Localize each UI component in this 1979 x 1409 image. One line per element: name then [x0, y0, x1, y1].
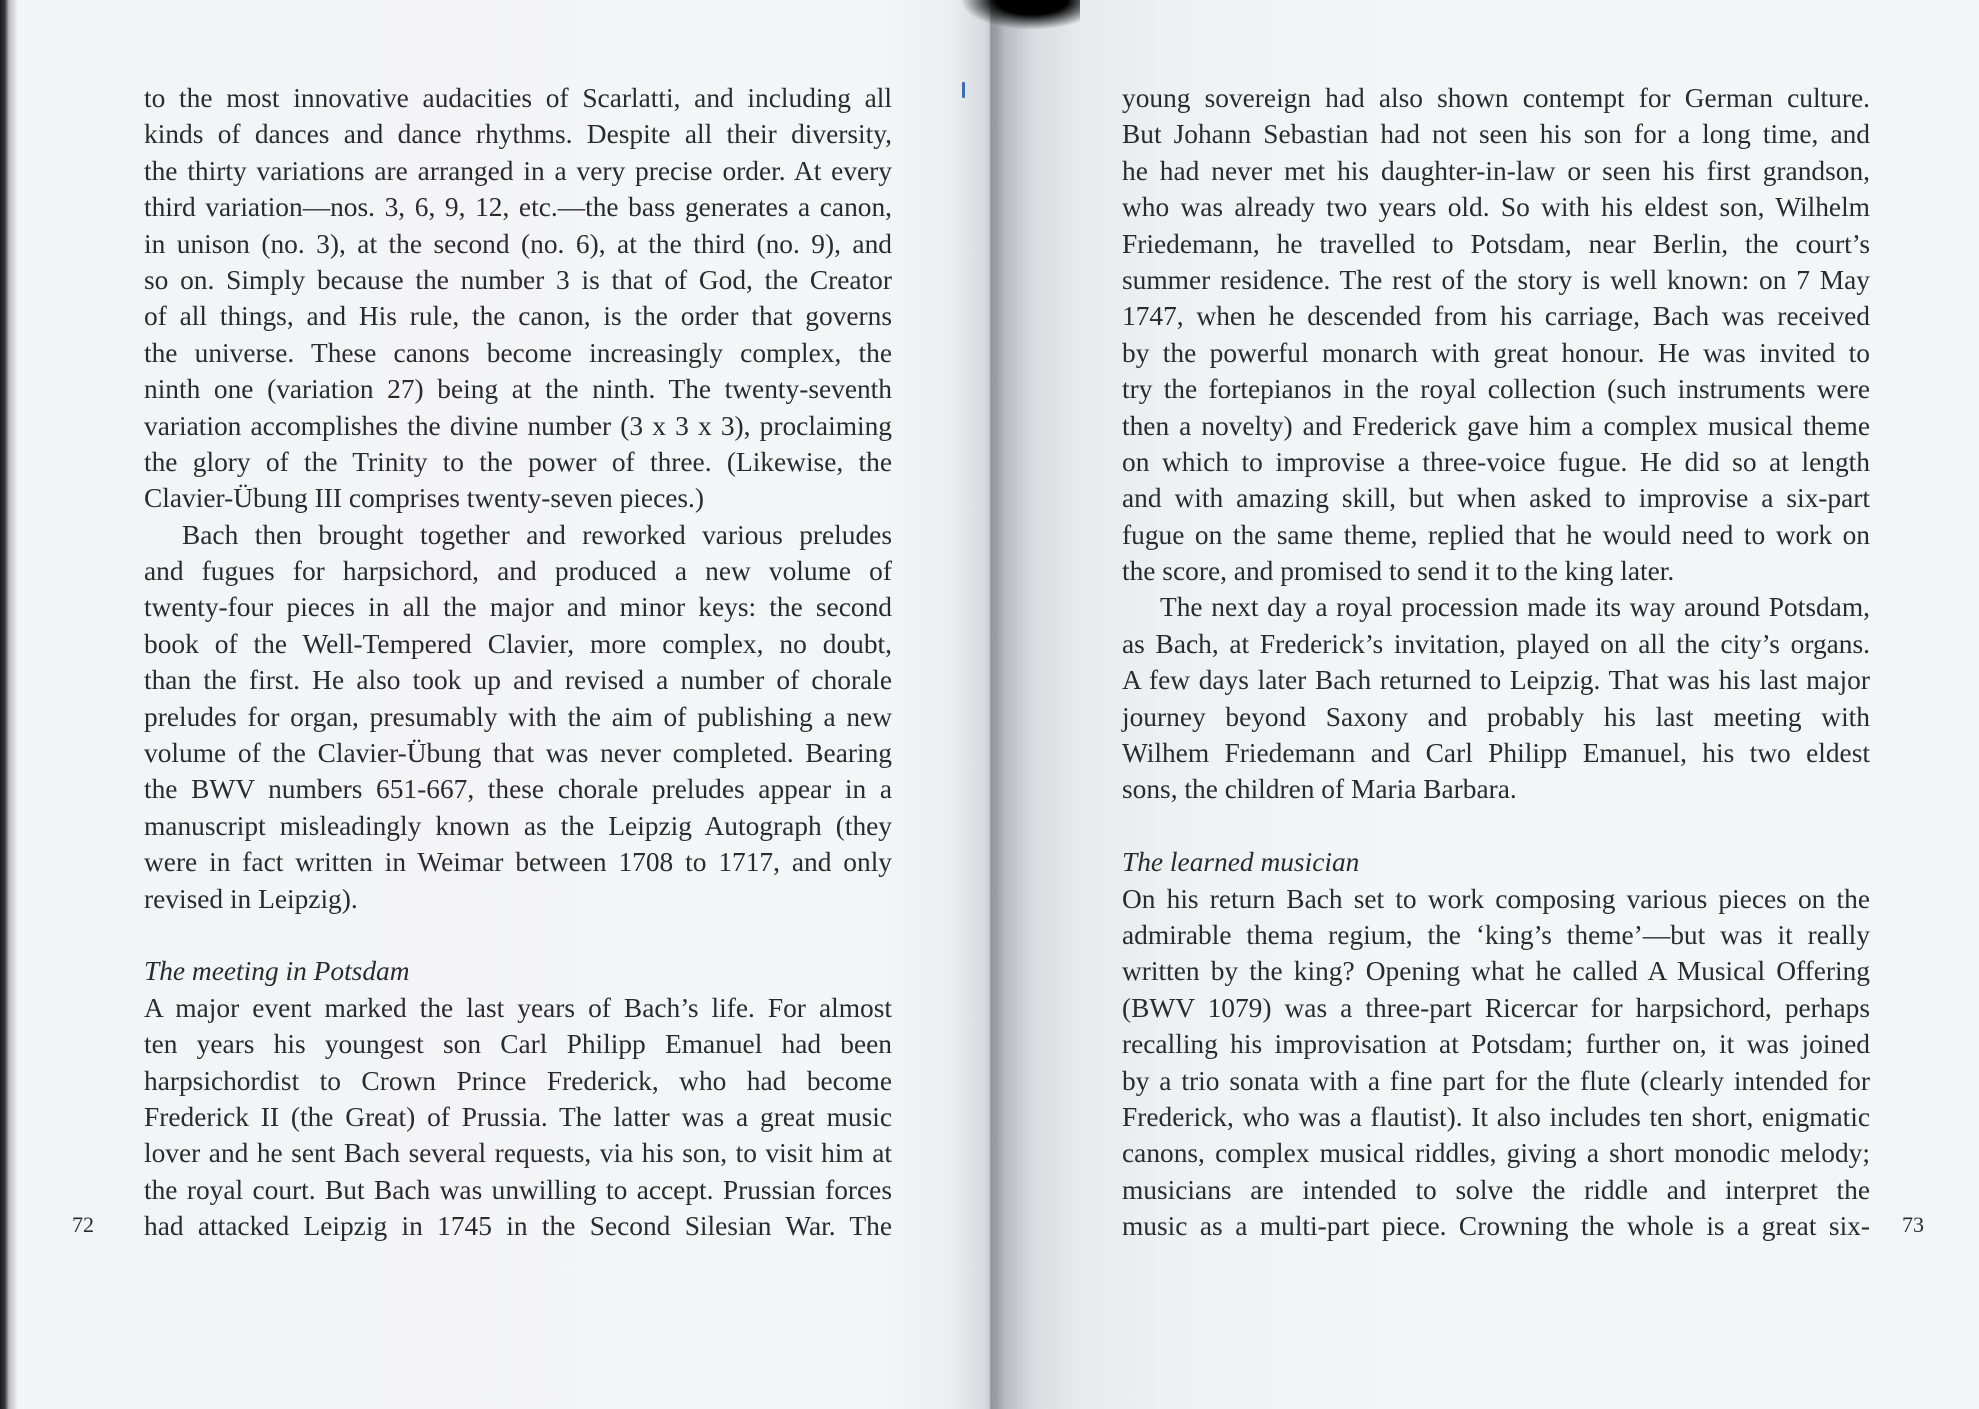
- text-line: on which to improvise a three-voice fugue. He did so at length: [1122, 446, 1870, 477]
- text-line: Bach then brought together and reworked various preludes: [182, 519, 892, 550]
- text-line: On his return Bach set to work composing various pieces on the: [1122, 883, 1870, 914]
- text-line: try the fortepianos in the royal collection (such instruments were: [1122, 374, 1870, 405]
- text-line: A major event marked the last years of Bach’s life. For almost: [144, 992, 892, 1023]
- text-line: twenty-four pieces in all the major and minor keys: the second: [144, 592, 892, 623]
- right-page-number: 73: [1902, 1212, 1924, 1237]
- text-line: the thirty variations are arranged in a very precise order. At every: [144, 155, 892, 186]
- text-line: volume of the Clavier-Übung that was never completed. Bearing: [144, 738, 892, 769]
- text-line: variation accomplishes the divine number (3 x 3 x 3), proclaiming: [144, 410, 892, 441]
- text-line: (BWV 1079) was a three-part Ricercar for harpsichord, perhaps: [1122, 992, 1870, 1023]
- text-line: canons, complex musical riddles, giving a short monodic melody;: [1122, 1138, 1870, 1169]
- text-line: the score, and promised to send it to the king later.: [1122, 556, 1675, 587]
- text-line: book of the Well-Tempered Clavier, more complex, no doubt,: [144, 628, 892, 659]
- text-line: by the powerful monarch with great honour. He was invited to: [1122, 337, 1870, 368]
- text-line: he had never met his daughter-in-law or seen his first grandson,: [1122, 155, 1870, 186]
- text-line: young sovereign had also shown contempt for German culture.: [1122, 83, 1870, 113]
- text-line: recalling his improvisation at Potsdam; further on, it was joined: [1122, 1029, 1870, 1060]
- text-line: manuscript misleadingly known as the Leipzig Autograph (they: [144, 810, 892, 841]
- text-line: ninth one (variation 27) being at the ninth. The twenty-seventh: [144, 374, 892, 405]
- text-line: musicians are intended to solve the riddle and interpret the: [1122, 1174, 1870, 1205]
- text-line: as Bach, at Frederick’s invitation, played on all the city’s organs.: [1122, 628, 1870, 659]
- right-page-text: [1122, 80, 1870, 1245]
- gutter-shadow: [960, 0, 1080, 30]
- text-line: third variation—nos. 3, 6, 9, 12, etc.—the bass generates a canon,: [144, 192, 892, 223]
- left-page-number: 72: [72, 1212, 94, 1237]
- text-line: But Johann Sebastian had not seen his son for a long time, and: [1122, 119, 1870, 150]
- text-line: music as a multi-part piece. Crowning the whole is a great six-: [1122, 1211, 1870, 1242]
- text-line: the BWV numbers 651-667, these chorale preludes appear in a: [144, 774, 892, 805]
- text-line: revised in Leipzig).: [144, 883, 358, 914]
- text-line: fugue on the same theme, replied that he would need to work on: [1122, 519, 1870, 550]
- section-heading: The meeting in Potsdam: [144, 956, 410, 987]
- text-line: The next day a royal procession made its way around Potsdam,: [1160, 592, 1870, 623]
- text-line: the universe. These canons become increasingly complex, the: [144, 337, 892, 368]
- text-line: Frederick, who was a flautist). It also includes ten short, enigmatic: [1122, 1101, 1870, 1132]
- text-line: journey beyond Saxony and probably his last meeting with: [1122, 701, 1870, 732]
- text-line: had attacked Leipzig in 1745 in the Second Silesian War. The: [144, 1211, 892, 1242]
- text-line: kinds of dances and dance rhythms. Despite all their diversity,: [144, 119, 892, 150]
- paragraph-gap: [144, 917, 892, 953]
- text-line: and with amazing skill, but when asked to improvise a six-part: [1122, 483, 1870, 514]
- text-line: and fugues for harpsichord, and produced a new volume of: [144, 556, 892, 587]
- text-line: lover and he sent Bach several requests, via his son, to visit him at: [144, 1138, 892, 1169]
- text-line: than the first. He also took up and revised a number of chorale: [144, 665, 892, 696]
- bookmark-mark: [962, 82, 965, 98]
- section-heading: The learned musician: [1122, 847, 1360, 878]
- text-line: preludes for organ, presumably with the aim of publishing a new: [144, 701, 892, 732]
- text-line: ten years his youngest son Carl Philipp Emanuel had been: [144, 1029, 892, 1060]
- text-line: A few days later Bach returned to Leipzig. That was his last major: [1122, 665, 1870, 696]
- text-line: the royal court. But Bach was unwilling to accept. Prussian forces: [144, 1174, 892, 1205]
- text-line: then a novelty) and Frederick gave him a complex musical theme: [1122, 410, 1870, 441]
- text-line: in unison (no. 3), at the second (no. 6), at the third (no. 9), and: [144, 228, 892, 259]
- text-line: of all things, and His rule, the canon, is the order that governs: [144, 301, 892, 332]
- text-line: Clavier-Übung III comprises twenty-seven pieces.): [144, 483, 705, 514]
- text-line: admirable thema regium, the ‘king’s theme’—but was it really: [1122, 919, 1870, 950]
- paragraph-gap: [1122, 808, 1870, 844]
- text-line: to the most innovative audacities of Scarlatti, and including all: [144, 83, 892, 113]
- text-line: who was already two years old. So with his eldest son, Wilhelm: [1122, 192, 1870, 223]
- text-line: Wilhem Friedemann and Carl Philipp Emanuel, his two eldest: [1122, 738, 1870, 769]
- left-page-text: [144, 80, 892, 1245]
- text-line: by a trio sonata with a fine part for the flute (clearly intended for: [1122, 1065, 1870, 1096]
- text-line: were in fact written in Weimar between 1708 to 1717, and only: [144, 847, 892, 878]
- text-line: summer residence. The rest of the story is well known: on 7 May: [1122, 264, 1870, 295]
- right-page: [993, 0, 1979, 1409]
- text-line: sons, the children of Maria Barbara.: [1122, 774, 1517, 805]
- text-line: written by the king? Opening what he called A Musical Offering: [1122, 956, 1870, 987]
- text-line: Frederick II (the Great) of Prussia. The latter was a great music: [144, 1101, 892, 1132]
- text-line: harpsichordist to Crown Prince Frederick, who had become: [144, 1065, 892, 1096]
- text-line: so on. Simply because the number 3 is that of God, the Creator: [144, 264, 892, 295]
- book-gutter: [990, 0, 994, 1409]
- text-line: 1747, when he descended from his carriage, Bach was received: [1122, 301, 1870, 332]
- text-line: the glory of the Trinity to the power of three. (Likewise, the: [144, 446, 892, 477]
- text-line: Friedemann, he travelled to Potsdam, near Berlin, the court’s: [1122, 228, 1870, 259]
